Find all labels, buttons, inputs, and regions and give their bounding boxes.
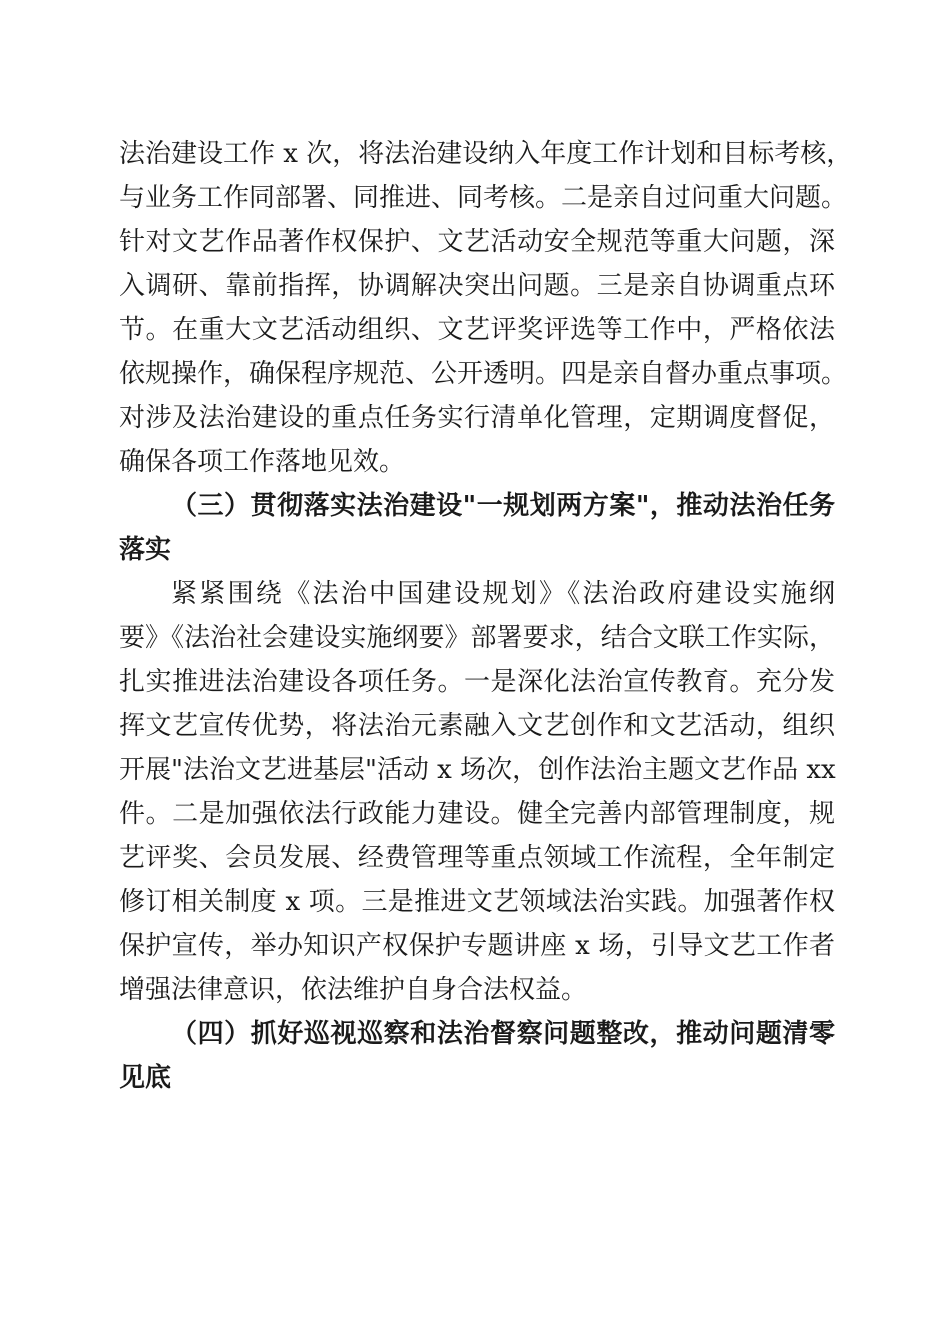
- text-line: 针对文艺作品著作权保护、文艺活动安全规范等重大问题，深: [119, 227, 835, 257]
- text-line: 节。在重大文艺活动组织、文艺评奖评选等工作中，严格依法: [119, 315, 835, 345]
- heading-line: （四）抓好巡视巡察和法治督察问题整改，推动问题清零: [171, 1019, 835, 1049]
- text-line: 入调研、靠前指挥，协调解决突出问题。三是亲自协调重点环: [119, 271, 835, 301]
- text-line: 法治建设工作 x 次，将法治建设纳入年度工作计划和目标考核，: [119, 139, 853, 169]
- text-line: 件。二是加强依法行政能力建设。健全完善内部管理制度，规: [119, 799, 835, 829]
- heading-line: （三）贯彻落实法治建设"一规划两方案"，推动法治任务: [171, 491, 835, 521]
- paragraph-1: [119, 132, 853, 484]
- text-line: 对涉及法治建设的重点任务实行清单化管理，定期调度督促，: [119, 403, 835, 433]
- text-line: 艺评奖、会员发展、经费管理等重点领域工作流程，全年制定: [119, 843, 835, 873]
- heading-line: 见底: [119, 1063, 172, 1093]
- text-line: 增强法律意识，依法维护自身合法权益。: [119, 975, 588, 1005]
- text-line: 依规操作，确保程序规范、公开透明。四是亲自督办重点事项。: [119, 359, 848, 389]
- section-heading-4: [119, 1012, 835, 1100]
- document-body: [119, 132, 853, 1100]
- text-line: 确保各项工作落地见效。: [119, 447, 406, 477]
- section-heading-3: [119, 484, 835, 572]
- text-line: 紧紧围绕《法治中国建设规划》《法治政府建设实施纲: [171, 579, 835, 609]
- text-line: 扎实推进法治建设各项任务。一是深化法治宣传教育。充分发: [119, 667, 835, 697]
- text-line: 与业务工作同部署、同推进、同考核。二是亲自过问重大问题。: [119, 183, 848, 213]
- text-line: 保护宣传，举办知识产权保护专题讲座 x 场，引导文艺工作者: [119, 931, 835, 961]
- text-line: 要》《法治社会建设实施纲要》部署要求，结合文联工作实际，: [119, 623, 835, 653]
- text-line: 修订相关制度 x 项。三是推进文艺领域法治实践。加强著作权: [119, 887, 835, 917]
- text-line: 挥文艺宣传优势，将法治元素融入文艺创作和文艺活动，组织: [119, 711, 835, 741]
- heading-line: 落实: [119, 535, 172, 565]
- text-line: 开展"法治文艺进基层"活动 x 场次，创作法治主题文艺作品 xx: [119, 755, 836, 785]
- paragraph-2: [119, 572, 835, 1012]
